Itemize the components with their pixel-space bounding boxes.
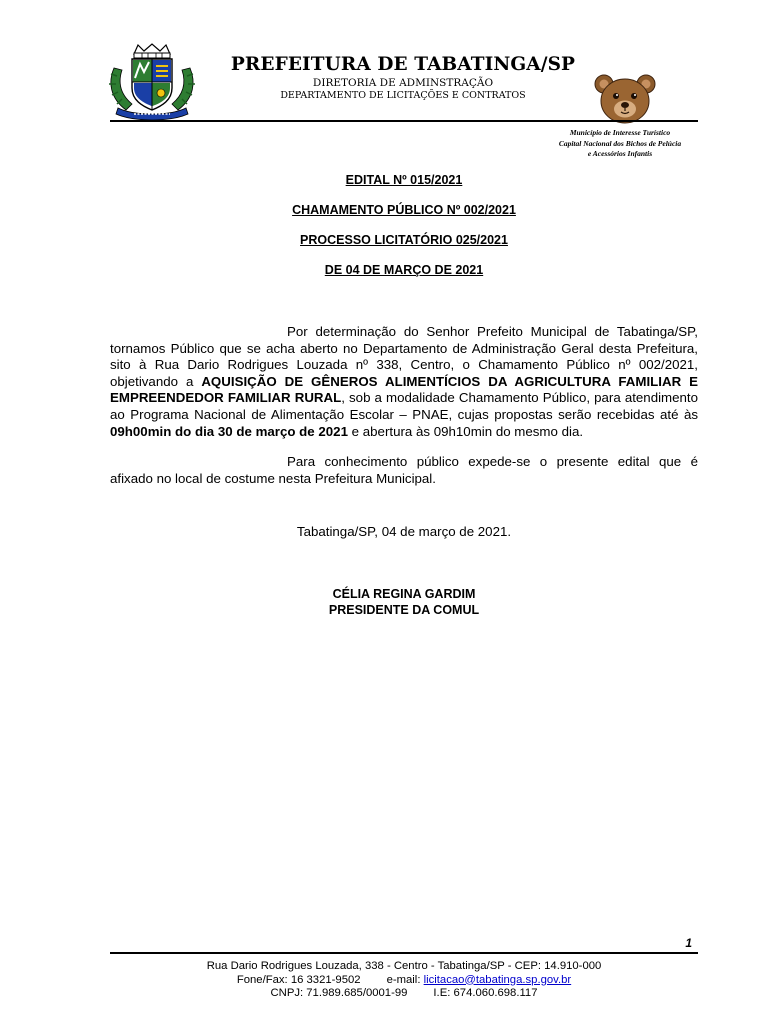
page-number: 1	[685, 936, 692, 950]
footer-email-link[interactable]: licitacao@tabatinga.sp.gov.br	[423, 973, 572, 986]
body-text-segment: Por determinação do Senhor Prefeito Municipal de Tabatinga/SP, tornamos Público que se acha aberto no Departamento de Administração Geral desta Prefeitura, sito à Rua Dario Rodrigues Louzada nº 338, Centro, o Chamamento Público nº 002/2021, objetivando a	[110, 324, 698, 389]
signatory-role: PRESIDENTE DA COMUL	[328, 603, 480, 617]
body-text-segment: , sob a modalidade Chamamento Público, para atendimento ao Programa Nacional de Alimentação Escolar – PNAE, cujas propostas serão recebidas até às	[110, 390, 698, 422]
footer-registration-line	[110, 987, 698, 1001]
footer	[110, 960, 698, 1001]
footer-ie: I.E: 674.060.698.117	[433, 987, 538, 999]
tagline-line: Município de Interesse Turístico	[569, 128, 671, 137]
department-name: DEPARTAMENTO DE LICITAÇÕES E CONTRATOS	[280, 90, 526, 101]
tagline-line: e Acessórios Infantis	[587, 149, 653, 158]
tagline-line: Capital Nacional dos Bichos de Pelúcia	[558, 138, 682, 148]
letterhead	[222, 54, 584, 102]
chamamento-title: CHAMAMENTO PÚBLICO Nº 002/2021	[292, 203, 516, 217]
footer-divider	[110, 952, 698, 954]
body-paragraph	[110, 324, 698, 440]
document-titles	[110, 170, 698, 290]
footer-cnpj: CNPJ: 71.989.685/0001-99	[270, 987, 408, 999]
date-title: DE 04 DE MARÇO DE 2021	[324, 263, 484, 277]
footer-address: Rua Dario Rodrigues Louzada, 338 - Centro - Tabatinga/SP - CEP: 14.910-000	[206, 960, 602, 972]
header-divider	[110, 120, 698, 122]
body-object-highlight: AQUISIÇÃO DE GÊNEROS ALIMENTÍCIOS DA AGRICULTURA FAMILIAR E EMPREENDEDOR FAMILIAR RURAL	[110, 373, 698, 406]
footer-phone: Fone/Fax: 16 3321-9502	[236, 973, 361, 986]
place-date: Tabatinga/SP, 04 de março de 2021.	[296, 524, 512, 539]
municipal-coat-of-arms-icon	[104, 42, 200, 120]
body-deadline-highlight: 09h00min do dia 30 de março de 2021	[110, 423, 348, 439]
org-name: PREFEITURA DE TABATINGA/SP	[230, 54, 576, 75]
body-paragraph: Para conhecimento público expede-se o presente edital que é afixado no local de costume nesta Prefeitura Municipal.	[110, 454, 698, 486]
teddy-bear-icon	[594, 74, 656, 126]
footer-contact-line	[110, 974, 698, 988]
body-text-segment: e abertura às 09h10min do mesmo dia.	[347, 423, 584, 439]
edital-title: EDITAL Nº 015/2021	[345, 173, 463, 187]
document-body	[110, 324, 698, 487]
processo-title: PROCESSO LICITATÓRIO 025/2021	[300, 233, 508, 247]
signatory-name: CÉLIA REGINA GARDIM	[332, 587, 476, 601]
footer-email-label: e-mail:	[386, 973, 424, 986]
signature-block	[110, 586, 698, 618]
directorate-name: DIRETORIA DE ADMINSTRAÇÃO	[312, 77, 494, 89]
municipal-tagline	[540, 128, 700, 160]
